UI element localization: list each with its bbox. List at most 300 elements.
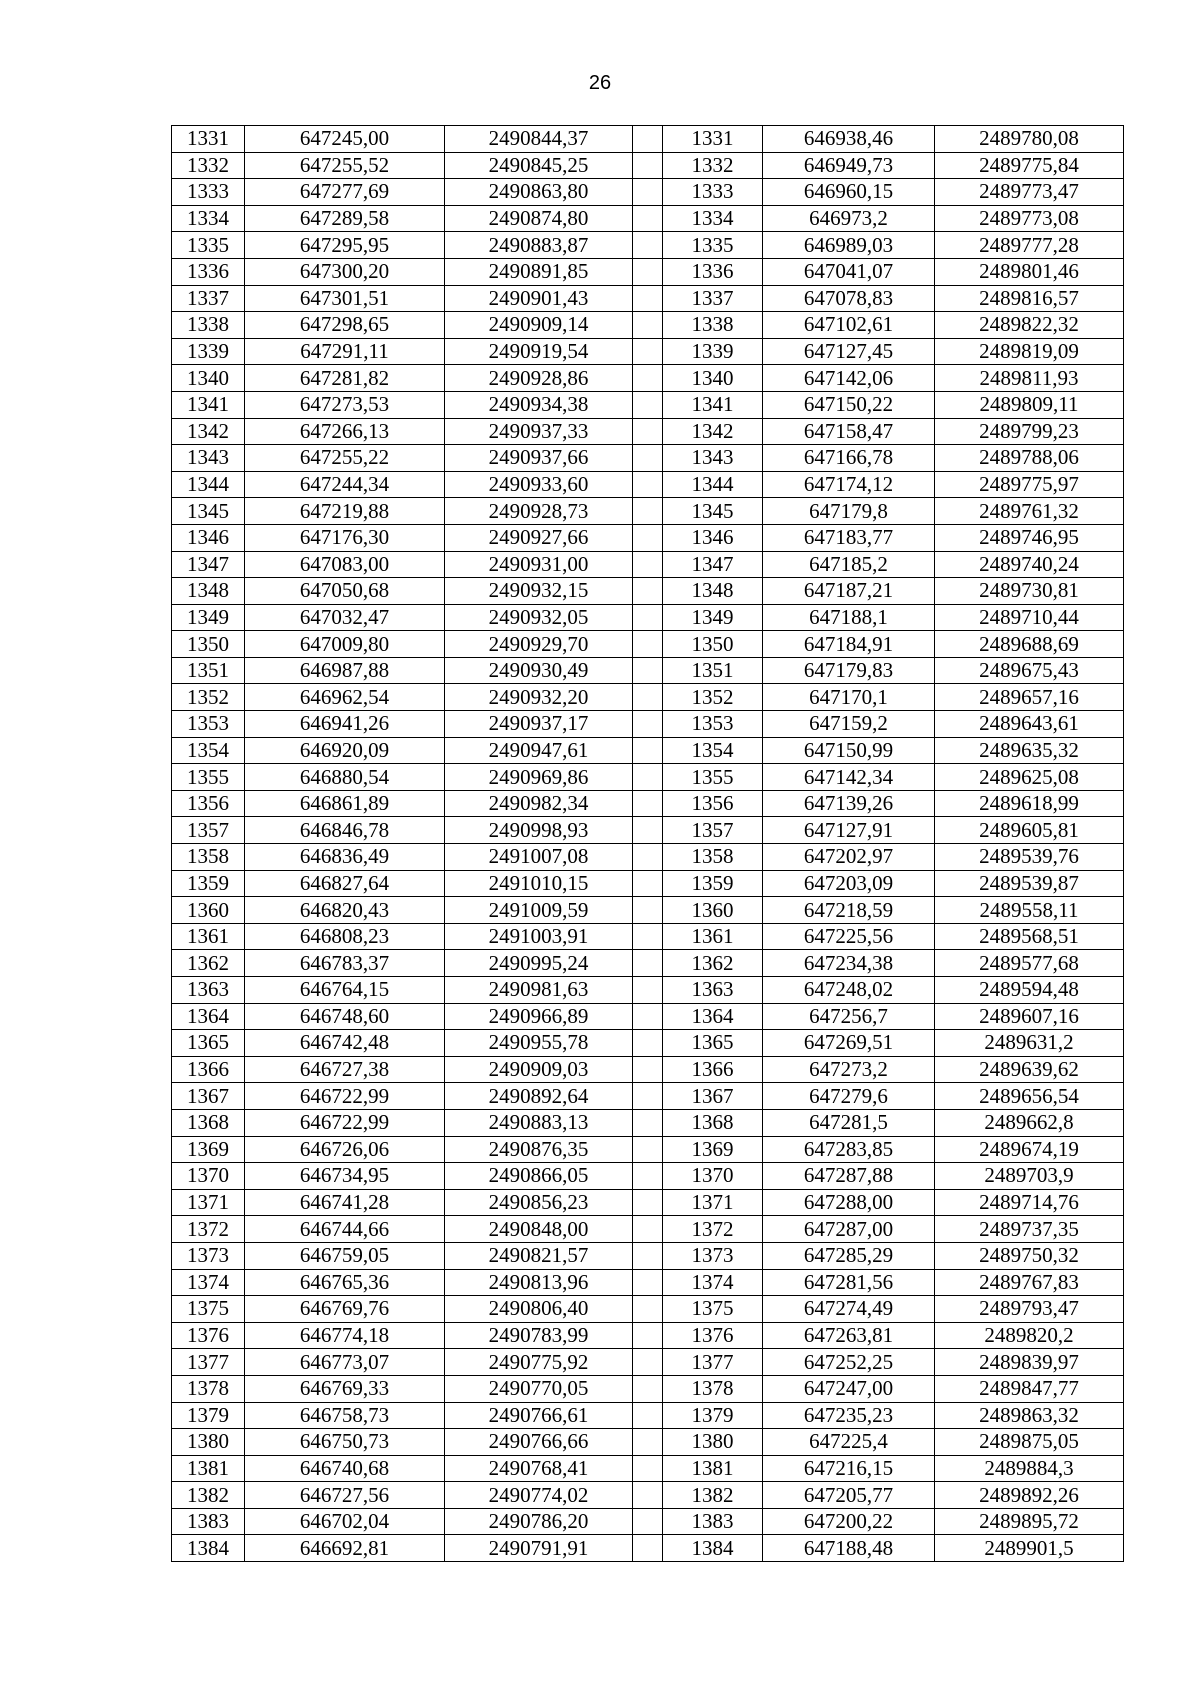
table-row — [172, 1003, 1124, 1030]
point-number-cell: 1345 — [172, 498, 245, 525]
y-coordinate-cell: 2490774,02 — [445, 1482, 633, 1509]
y-coordinate-cell: 2490791,91 — [445, 1535, 633, 1562]
y-coordinate-2-cell: 2489895,72 — [935, 1508, 1124, 1535]
y-coordinate-2-cell: 2489688,69 — [935, 631, 1124, 658]
y-coordinate-2-cell: 2489737,35 — [935, 1216, 1124, 1243]
y-coordinate-2-cell: 2489714,76 — [935, 1189, 1124, 1216]
y-coordinate-cell: 2490937,17 — [445, 711, 633, 738]
gap-cell — [633, 711, 663, 738]
y-coordinate-cell: 2490848,00 — [445, 1216, 633, 1243]
y-coordinate-2-cell: 2489773,47 — [935, 179, 1124, 206]
y-coordinate-cell: 2490901,43 — [445, 285, 633, 312]
table-row — [172, 1429, 1124, 1456]
point-number-2-cell: 1342 — [663, 418, 763, 445]
point-number-2-cell: 1338 — [663, 312, 763, 339]
point-number-2-cell: 1361 — [663, 923, 763, 950]
table-row — [172, 179, 1124, 206]
table-row — [172, 737, 1124, 764]
y-coordinate-cell: 2490786,20 — [445, 1508, 633, 1535]
x-coordinate-2-cell: 647185,2 — [763, 551, 935, 578]
point-number-2-cell: 1347 — [663, 551, 763, 578]
table-row — [172, 684, 1124, 711]
gap-cell — [633, 631, 663, 658]
x-coordinate-cell: 646740,68 — [245, 1455, 445, 1482]
point-number-2-cell: 1377 — [663, 1349, 763, 1376]
y-coordinate-cell: 2490929,70 — [445, 631, 633, 658]
point-number-cell: 1365 — [172, 1030, 245, 1057]
x-coordinate-cell: 646808,23 — [245, 923, 445, 950]
y-coordinate-cell: 2490844,37 — [445, 126, 633, 153]
y-coordinate-2-cell: 2489793,47 — [935, 1296, 1124, 1323]
x-coordinate-cell: 647245,00 — [245, 126, 445, 153]
gap-cell — [633, 1429, 663, 1456]
gap-cell — [633, 1056, 663, 1083]
x-coordinate-2-cell: 647139,26 — [763, 790, 935, 817]
page-number: 26 — [588, 72, 612, 94]
coordinates-table — [171, 125, 1124, 1562]
y-coordinate-2-cell: 2489746,95 — [935, 524, 1124, 551]
gap-cell — [633, 285, 663, 312]
y-coordinate-2-cell: 2489839,97 — [935, 1349, 1124, 1376]
y-coordinate-cell: 2490930,49 — [445, 657, 633, 684]
gap-cell — [633, 604, 663, 631]
x-coordinate-2-cell: 647247,00 — [763, 1375, 935, 1402]
gap-cell — [633, 1030, 663, 1057]
x-coordinate-2-cell: 647216,15 — [763, 1455, 935, 1482]
x-coordinate-2-cell: 647127,91 — [763, 817, 935, 844]
x-coordinate-cell: 646783,37 — [245, 950, 445, 977]
x-coordinate-cell: 646774,18 — [245, 1322, 445, 1349]
gap-cell — [633, 1083, 663, 1110]
x-coordinate-cell: 647298,65 — [245, 312, 445, 339]
table-row — [172, 950, 1124, 977]
y-coordinate-cell: 2490768,41 — [445, 1455, 633, 1482]
point-number-cell: 1353 — [172, 711, 245, 738]
point-number-2-cell: 1331 — [663, 126, 763, 153]
gap-cell — [633, 737, 663, 764]
x-coordinate-2-cell: 647174,12 — [763, 471, 935, 498]
table-row — [172, 1189, 1124, 1216]
x-coordinate-2-cell: 647200,22 — [763, 1508, 935, 1535]
x-coordinate-cell: 646744,66 — [245, 1216, 445, 1243]
y-coordinate-cell: 2490927,66 — [445, 524, 633, 551]
x-coordinate-2-cell: 647150,22 — [763, 391, 935, 418]
point-number-cell: 1366 — [172, 1056, 245, 1083]
gap-cell — [633, 1216, 663, 1243]
table-row — [172, 870, 1124, 897]
point-number-2-cell: 1373 — [663, 1242, 763, 1269]
x-coordinate-2-cell: 647283,85 — [763, 1136, 935, 1163]
x-coordinate-cell: 647255,52 — [245, 152, 445, 179]
x-coordinate-cell: 647009,80 — [245, 631, 445, 658]
y-coordinate-cell: 2490998,93 — [445, 817, 633, 844]
point-number-2-cell: 1369 — [663, 1136, 763, 1163]
y-coordinate-2-cell: 2489675,43 — [935, 657, 1124, 684]
y-coordinate-cell: 2490928,73 — [445, 498, 633, 525]
y-coordinate-2-cell: 2489863,32 — [935, 1402, 1124, 1429]
x-coordinate-2-cell: 647127,45 — [763, 338, 935, 365]
gap-cell — [633, 524, 663, 551]
x-coordinate-2-cell: 647078,83 — [763, 285, 935, 312]
y-coordinate-cell: 2491010,15 — [445, 870, 633, 897]
y-coordinate-cell: 2490966,89 — [445, 1003, 633, 1030]
table-row — [172, 604, 1124, 631]
y-coordinate-2-cell: 2489703,9 — [935, 1163, 1124, 1190]
x-coordinate-cell: 646880,54 — [245, 764, 445, 791]
y-coordinate-2-cell: 2489674,19 — [935, 1136, 1124, 1163]
point-number-2-cell: 1339 — [663, 338, 763, 365]
y-coordinate-2-cell: 2489656,54 — [935, 1083, 1124, 1110]
x-coordinate-cell: 646764,15 — [245, 977, 445, 1004]
table-row — [172, 1083, 1124, 1110]
x-coordinate-cell: 646773,07 — [245, 1349, 445, 1376]
y-coordinate-2-cell: 2489750,32 — [935, 1242, 1124, 1269]
y-coordinate-2-cell: 2489618,99 — [935, 790, 1124, 817]
x-coordinate-2-cell: 647269,51 — [763, 1030, 935, 1057]
point-number-cell: 1342 — [172, 418, 245, 445]
point-number-cell: 1384 — [172, 1535, 245, 1562]
y-coordinate-cell: 2490806,40 — [445, 1296, 633, 1323]
point-number-2-cell: 1357 — [663, 817, 763, 844]
point-number-cell: 1350 — [172, 631, 245, 658]
point-number-2-cell: 1370 — [663, 1163, 763, 1190]
y-coordinate-cell: 2490891,85 — [445, 258, 633, 285]
table-row — [172, 790, 1124, 817]
point-number-cell: 1383 — [172, 1508, 245, 1535]
y-coordinate-2-cell: 2489875,05 — [935, 1429, 1124, 1456]
table-row — [172, 126, 1124, 153]
gap-cell — [633, 578, 663, 605]
gap-cell — [633, 764, 663, 791]
point-number-cell: 1358 — [172, 844, 245, 871]
y-coordinate-2-cell: 2489811,93 — [935, 365, 1124, 392]
point-number-2-cell: 1356 — [663, 790, 763, 817]
table-row — [172, 977, 1124, 1004]
x-coordinate-cell: 646727,56 — [245, 1482, 445, 1509]
x-coordinate-cell: 646734,95 — [245, 1163, 445, 1190]
point-number-2-cell: 1381 — [663, 1455, 763, 1482]
point-number-cell: 1332 — [172, 152, 245, 179]
gap-cell — [633, 471, 663, 498]
point-number-2-cell: 1366 — [663, 1056, 763, 1083]
x-coordinate-cell: 646769,76 — [245, 1296, 445, 1323]
y-coordinate-2-cell: 2489558,11 — [935, 897, 1124, 924]
y-coordinate-cell: 2491009,59 — [445, 897, 633, 924]
point-number-2-cell: 1340 — [663, 365, 763, 392]
point-number-cell: 1335 — [172, 232, 245, 259]
point-number-cell: 1379 — [172, 1402, 245, 1429]
point-number-cell: 1357 — [172, 817, 245, 844]
y-coordinate-cell: 2490874,80 — [445, 205, 633, 232]
y-coordinate-2-cell: 2489788,06 — [935, 445, 1124, 472]
x-coordinate-cell: 646827,64 — [245, 870, 445, 897]
point-number-2-cell: 1348 — [663, 578, 763, 605]
y-coordinate-2-cell: 2489539,87 — [935, 870, 1124, 897]
x-coordinate-2-cell: 647252,25 — [763, 1349, 935, 1376]
x-coordinate-2-cell: 647142,34 — [763, 764, 935, 791]
x-coordinate-2-cell: 647187,21 — [763, 578, 935, 605]
point-number-2-cell: 1332 — [663, 152, 763, 179]
gap-cell — [633, 1242, 663, 1269]
point-number-2-cell: 1355 — [663, 764, 763, 791]
y-coordinate-2-cell: 2489740,24 — [935, 551, 1124, 578]
y-coordinate-cell: 2490909,14 — [445, 312, 633, 339]
point-number-2-cell: 1335 — [663, 232, 763, 259]
table-row — [172, 844, 1124, 871]
y-coordinate-2-cell: 2489816,57 — [935, 285, 1124, 312]
x-coordinate-cell: 647300,20 — [245, 258, 445, 285]
x-coordinate-2-cell: 646960,15 — [763, 179, 935, 206]
x-coordinate-2-cell: 646949,73 — [763, 152, 935, 179]
point-number-2-cell: 1362 — [663, 950, 763, 977]
gap-cell — [633, 817, 663, 844]
gap-cell — [633, 1375, 663, 1402]
x-coordinate-2-cell: 647287,88 — [763, 1163, 935, 1190]
gap-cell — [633, 1535, 663, 1562]
table-row — [172, 1402, 1124, 1429]
point-number-cell: 1348 — [172, 578, 245, 605]
point-number-2-cell: 1337 — [663, 285, 763, 312]
table-row — [172, 1508, 1124, 1535]
y-coordinate-2-cell: 2489847,77 — [935, 1375, 1124, 1402]
x-coordinate-2-cell: 647225,56 — [763, 923, 935, 950]
y-coordinate-cell: 2490866,05 — [445, 1163, 633, 1190]
table-row — [172, 391, 1124, 418]
point-number-2-cell: 1360 — [663, 897, 763, 924]
point-number-cell: 1343 — [172, 445, 245, 472]
table-row — [172, 764, 1124, 791]
point-number-cell: 1363 — [172, 977, 245, 1004]
gap-cell — [633, 1109, 663, 1136]
gap-cell — [633, 1136, 663, 1163]
point-number-2-cell: 1368 — [663, 1109, 763, 1136]
y-coordinate-2-cell: 2489639,62 — [935, 1056, 1124, 1083]
gap-cell — [633, 126, 663, 153]
table-row — [172, 205, 1124, 232]
point-number-cell: 1333 — [172, 179, 245, 206]
point-number-2-cell: 1333 — [663, 179, 763, 206]
x-coordinate-2-cell: 647288,00 — [763, 1189, 935, 1216]
x-coordinate-cell: 646861,89 — [245, 790, 445, 817]
table-row — [172, 285, 1124, 312]
table-row — [172, 418, 1124, 445]
point-number-cell: 1341 — [172, 391, 245, 418]
point-number-2-cell: 1352 — [663, 684, 763, 711]
point-number-2-cell: 1363 — [663, 977, 763, 1004]
table-row — [172, 711, 1124, 738]
x-coordinate-2-cell: 647158,47 — [763, 418, 935, 445]
point-number-cell: 1336 — [172, 258, 245, 285]
y-coordinate-2-cell: 2489730,81 — [935, 578, 1124, 605]
x-coordinate-cell: 647032,47 — [245, 604, 445, 631]
point-number-2-cell: 1375 — [663, 1296, 763, 1323]
x-coordinate-2-cell: 647159,2 — [763, 711, 935, 738]
point-number-cell: 1346 — [172, 524, 245, 551]
y-coordinate-2-cell: 2489767,83 — [935, 1269, 1124, 1296]
point-number-cell: 1361 — [172, 923, 245, 950]
gap-cell — [633, 684, 663, 711]
x-coordinate-2-cell: 647263,81 — [763, 1322, 935, 1349]
x-coordinate-cell: 647281,82 — [245, 365, 445, 392]
point-number-cell: 1355 — [172, 764, 245, 791]
y-coordinate-cell: 2490932,15 — [445, 578, 633, 605]
x-coordinate-2-cell: 647281,5 — [763, 1109, 935, 1136]
gap-cell — [633, 923, 663, 950]
point-number-cell: 1378 — [172, 1375, 245, 1402]
point-number-2-cell: 1382 — [663, 1482, 763, 1509]
gap-cell — [633, 391, 663, 418]
table-row — [172, 1322, 1124, 1349]
y-coordinate-cell: 2490934,38 — [445, 391, 633, 418]
x-coordinate-cell: 646727,38 — [245, 1056, 445, 1083]
point-number-cell: 1351 — [172, 657, 245, 684]
point-number-2-cell: 1346 — [663, 524, 763, 551]
y-coordinate-cell: 2490995,24 — [445, 950, 633, 977]
x-coordinate-2-cell: 646973,2 — [763, 205, 935, 232]
point-number-2-cell: 1336 — [663, 258, 763, 285]
y-coordinate-cell: 2490883,87 — [445, 232, 633, 259]
x-coordinate-cell: 647255,22 — [245, 445, 445, 472]
y-coordinate-2-cell: 2489777,28 — [935, 232, 1124, 259]
gap-cell — [633, 1296, 663, 1323]
table-row — [172, 1375, 1124, 1402]
table-row — [172, 923, 1124, 950]
x-coordinate-cell: 647295,95 — [245, 232, 445, 259]
gap-cell — [633, 1508, 663, 1535]
x-coordinate-2-cell: 647256,7 — [763, 1003, 935, 1030]
y-coordinate-cell: 2490783,99 — [445, 1322, 633, 1349]
y-coordinate-2-cell: 2489761,32 — [935, 498, 1124, 525]
point-number-2-cell: 1344 — [663, 471, 763, 498]
table-row — [172, 232, 1124, 259]
point-number-cell: 1373 — [172, 1242, 245, 1269]
table-row — [172, 338, 1124, 365]
point-number-cell: 1347 — [172, 551, 245, 578]
y-coordinate-2-cell: 2489775,84 — [935, 152, 1124, 179]
x-coordinate-2-cell: 647179,8 — [763, 498, 935, 525]
point-number-cell: 1371 — [172, 1189, 245, 1216]
y-coordinate-2-cell: 2489799,23 — [935, 418, 1124, 445]
gap-cell — [633, 1349, 663, 1376]
table-row — [172, 1056, 1124, 1083]
y-coordinate-2-cell: 2489657,16 — [935, 684, 1124, 711]
point-number-cell: 1364 — [172, 1003, 245, 1030]
table-row — [172, 1242, 1124, 1269]
gap-cell — [633, 205, 663, 232]
point-number-2-cell: 1379 — [663, 1402, 763, 1429]
table-row — [172, 1455, 1124, 1482]
gap-cell — [633, 950, 663, 977]
table-row — [172, 498, 1124, 525]
point-number-cell: 1352 — [172, 684, 245, 711]
table-row — [172, 1535, 1124, 1562]
table-row — [172, 1030, 1124, 1057]
table-row — [172, 1136, 1124, 1163]
y-coordinate-cell: 2490981,63 — [445, 977, 633, 1004]
table-row — [172, 365, 1124, 392]
gap-cell — [633, 870, 663, 897]
gap-cell — [633, 365, 663, 392]
table-row — [172, 312, 1124, 339]
y-coordinate-2-cell: 2489607,16 — [935, 1003, 1124, 1030]
y-coordinate-cell: 2490863,80 — [445, 179, 633, 206]
point-number-cell: 1349 — [172, 604, 245, 631]
y-coordinate-cell: 2491003,91 — [445, 923, 633, 950]
x-coordinate-2-cell: 647205,77 — [763, 1482, 935, 1509]
x-coordinate-2-cell: 647225,4 — [763, 1429, 935, 1456]
y-coordinate-2-cell: 2489773,08 — [935, 205, 1124, 232]
table-row — [172, 1109, 1124, 1136]
table-row — [172, 897, 1124, 924]
gap-cell — [633, 312, 663, 339]
y-coordinate-2-cell: 2489605,81 — [935, 817, 1124, 844]
point-number-2-cell: 1345 — [663, 498, 763, 525]
gap-cell — [633, 179, 663, 206]
x-coordinate-2-cell: 647170,1 — [763, 684, 935, 711]
x-coordinate-cell: 646741,28 — [245, 1189, 445, 1216]
point-number-cell: 1375 — [172, 1296, 245, 1323]
table-row — [172, 631, 1124, 658]
gap-cell — [633, 1402, 663, 1429]
x-coordinate-2-cell: 647183,77 — [763, 524, 935, 551]
y-coordinate-2-cell: 2489594,48 — [935, 977, 1124, 1004]
point-number-cell: 1382 — [172, 1482, 245, 1509]
x-coordinate-2-cell: 647235,23 — [763, 1402, 935, 1429]
table-row — [172, 578, 1124, 605]
y-coordinate-cell: 2490909,03 — [445, 1056, 633, 1083]
point-number-2-cell: 1372 — [663, 1216, 763, 1243]
table-row — [172, 1216, 1124, 1243]
x-coordinate-cell: 646941,26 — [245, 711, 445, 738]
y-coordinate-cell: 2490932,20 — [445, 684, 633, 711]
point-number-2-cell: 1367 — [663, 1083, 763, 1110]
point-number-cell: 1374 — [172, 1269, 245, 1296]
gap-cell — [633, 977, 663, 1004]
gap-cell — [633, 232, 663, 259]
table-row — [172, 1269, 1124, 1296]
gap-cell — [633, 1482, 663, 1509]
point-number-cell: 1360 — [172, 897, 245, 924]
x-coordinate-2-cell: 647248,02 — [763, 977, 935, 1004]
x-coordinate-cell: 646726,06 — [245, 1136, 445, 1163]
x-coordinate-2-cell: 647281,56 — [763, 1269, 935, 1296]
point-number-2-cell: 1376 — [663, 1322, 763, 1349]
y-coordinate-cell: 2490937,33 — [445, 418, 633, 445]
y-coordinate-cell: 2490766,66 — [445, 1429, 633, 1456]
point-number-2-cell: 1341 — [663, 391, 763, 418]
point-number-2-cell: 1349 — [663, 604, 763, 631]
gap-cell — [633, 445, 663, 472]
point-number-cell: 1372 — [172, 1216, 245, 1243]
table-row — [172, 817, 1124, 844]
table-row — [172, 551, 1124, 578]
gap-cell — [633, 1322, 663, 1349]
point-number-2-cell: 1380 — [663, 1429, 763, 1456]
point-number-cell: 1380 — [172, 1429, 245, 1456]
table-row — [172, 1296, 1124, 1323]
point-number-cell: 1331 — [172, 126, 245, 153]
gap-cell — [633, 258, 663, 285]
gap-cell — [633, 1269, 663, 1296]
table-row — [172, 445, 1124, 472]
point-number-cell: 1344 — [172, 471, 245, 498]
x-coordinate-cell: 646820,43 — [245, 897, 445, 924]
y-coordinate-cell: 2490766,61 — [445, 1402, 633, 1429]
y-coordinate-2-cell: 2489631,2 — [935, 1030, 1124, 1057]
y-coordinate-2-cell: 2489625,08 — [935, 764, 1124, 791]
x-coordinate-2-cell: 647273,2 — [763, 1056, 935, 1083]
y-coordinate-cell: 2491007,08 — [445, 844, 633, 871]
